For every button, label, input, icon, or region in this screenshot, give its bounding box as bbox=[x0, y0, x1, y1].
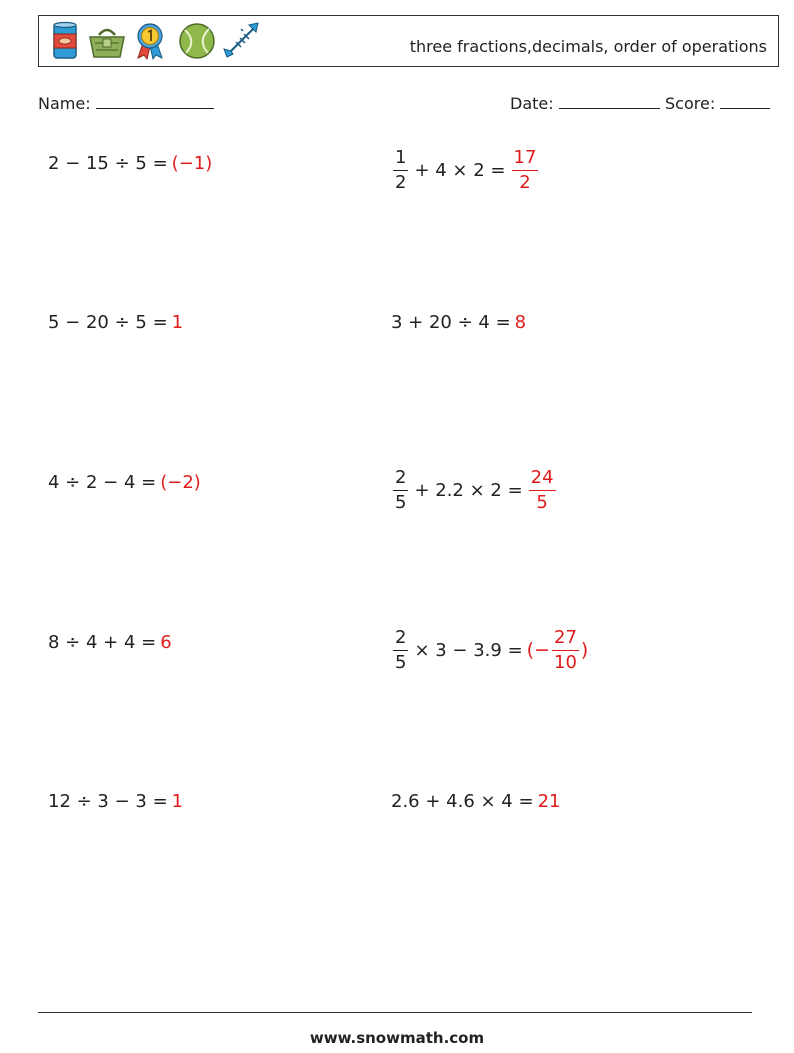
fraction-denominator: 5 bbox=[395, 491, 407, 513]
answer-denominator: 2 bbox=[519, 171, 531, 193]
score-field[interactable] bbox=[665, 94, 770, 113]
answer-fraction bbox=[512, 146, 539, 193]
problem-1 bbox=[48, 139, 212, 187]
name-label: Name: bbox=[38, 94, 91, 113]
answer-fraction bbox=[552, 626, 579, 673]
problem-answer: 1 bbox=[171, 790, 184, 812]
fraction-denominator: 2 bbox=[395, 171, 407, 193]
answer-close-paren: ) bbox=[580, 639, 589, 661]
problem-4 bbox=[391, 298, 526, 346]
footer-url: www.snowmath.com bbox=[309, 1029, 485, 1047]
answer-numerator: 24 bbox=[529, 469, 556, 491]
problem-answer: (−2) bbox=[160, 471, 201, 493]
answer-denominator: 5 bbox=[536, 491, 548, 513]
problem-5 bbox=[48, 458, 201, 506]
problem-6 bbox=[391, 466, 558, 514]
operand-fraction bbox=[393, 626, 408, 673]
tennis-ball-icon bbox=[177, 21, 217, 61]
footer-divider bbox=[38, 1012, 752, 1013]
problem-3 bbox=[48, 298, 183, 346]
fraction-numerator: 1 bbox=[393, 149, 408, 171]
problem-expression: 5 − 20 ÷ 5 = bbox=[48, 311, 168, 333]
problem-answer: 8 bbox=[514, 311, 527, 333]
problem-expression: 2 − 15 ÷ 5 = bbox=[48, 152, 168, 174]
problem-2 bbox=[391, 146, 540, 194]
score-label: Score: bbox=[665, 94, 716, 113]
fish-skeleton-icon bbox=[221, 21, 261, 61]
award-ribbon-icon bbox=[130, 21, 170, 61]
answer-fraction bbox=[529, 466, 556, 513]
fraction-numerator: 2 bbox=[393, 629, 408, 651]
problem-answer: (−1) bbox=[171, 152, 213, 174]
problem-expression: 3 + 20 ÷ 4 = bbox=[391, 311, 511, 333]
operand-fraction bbox=[393, 466, 408, 513]
answer-open-paren: (− bbox=[526, 639, 551, 661]
picnic-basket-icon bbox=[87, 21, 127, 61]
fraction-numerator: 2 bbox=[393, 469, 408, 491]
fraction-denominator: 5 bbox=[395, 651, 407, 673]
worksheet-header bbox=[38, 15, 779, 67]
problem-expression: × 3 − 3.9 = bbox=[414, 639, 523, 661]
name-blank[interactable] bbox=[96, 94, 214, 109]
date-blank[interactable] bbox=[559, 94, 660, 109]
answer-denominator: 10 bbox=[554, 651, 577, 673]
problem-expression: + 4 × 2 = bbox=[414, 159, 506, 181]
problem-8 bbox=[391, 626, 588, 674]
tin-can-icon bbox=[45, 21, 85, 61]
problem-expression: + 2.2 × 2 = bbox=[414, 479, 523, 501]
worksheet-title: three fractions,decimals, order of operations bbox=[409, 37, 767, 56]
problem-expression: 8 ÷ 4 + 4 = bbox=[48, 631, 157, 653]
problem-9 bbox=[48, 777, 183, 825]
problem-answer: 21 bbox=[537, 790, 561, 812]
problem-expression: 12 ÷ 3 − 3 = bbox=[48, 790, 168, 812]
problem-expression: 2.6 + 4.6 × 4 = bbox=[391, 790, 534, 812]
name-field[interactable] bbox=[38, 94, 214, 113]
problem-7 bbox=[48, 618, 172, 666]
answer-numerator: 17 bbox=[512, 149, 539, 171]
date-field[interactable] bbox=[510, 94, 660, 113]
problem-answer: 1 bbox=[171, 311, 184, 333]
score-blank[interactable] bbox=[720, 94, 770, 109]
answer-numerator: 27 bbox=[552, 629, 579, 651]
problem-10 bbox=[391, 777, 560, 825]
date-label: Date: bbox=[510, 94, 554, 113]
problem-answer: 6 bbox=[160, 631, 172, 653]
problem-expression: 4 ÷ 2 − 4 = bbox=[48, 471, 157, 493]
operand-fraction bbox=[393, 146, 408, 193]
